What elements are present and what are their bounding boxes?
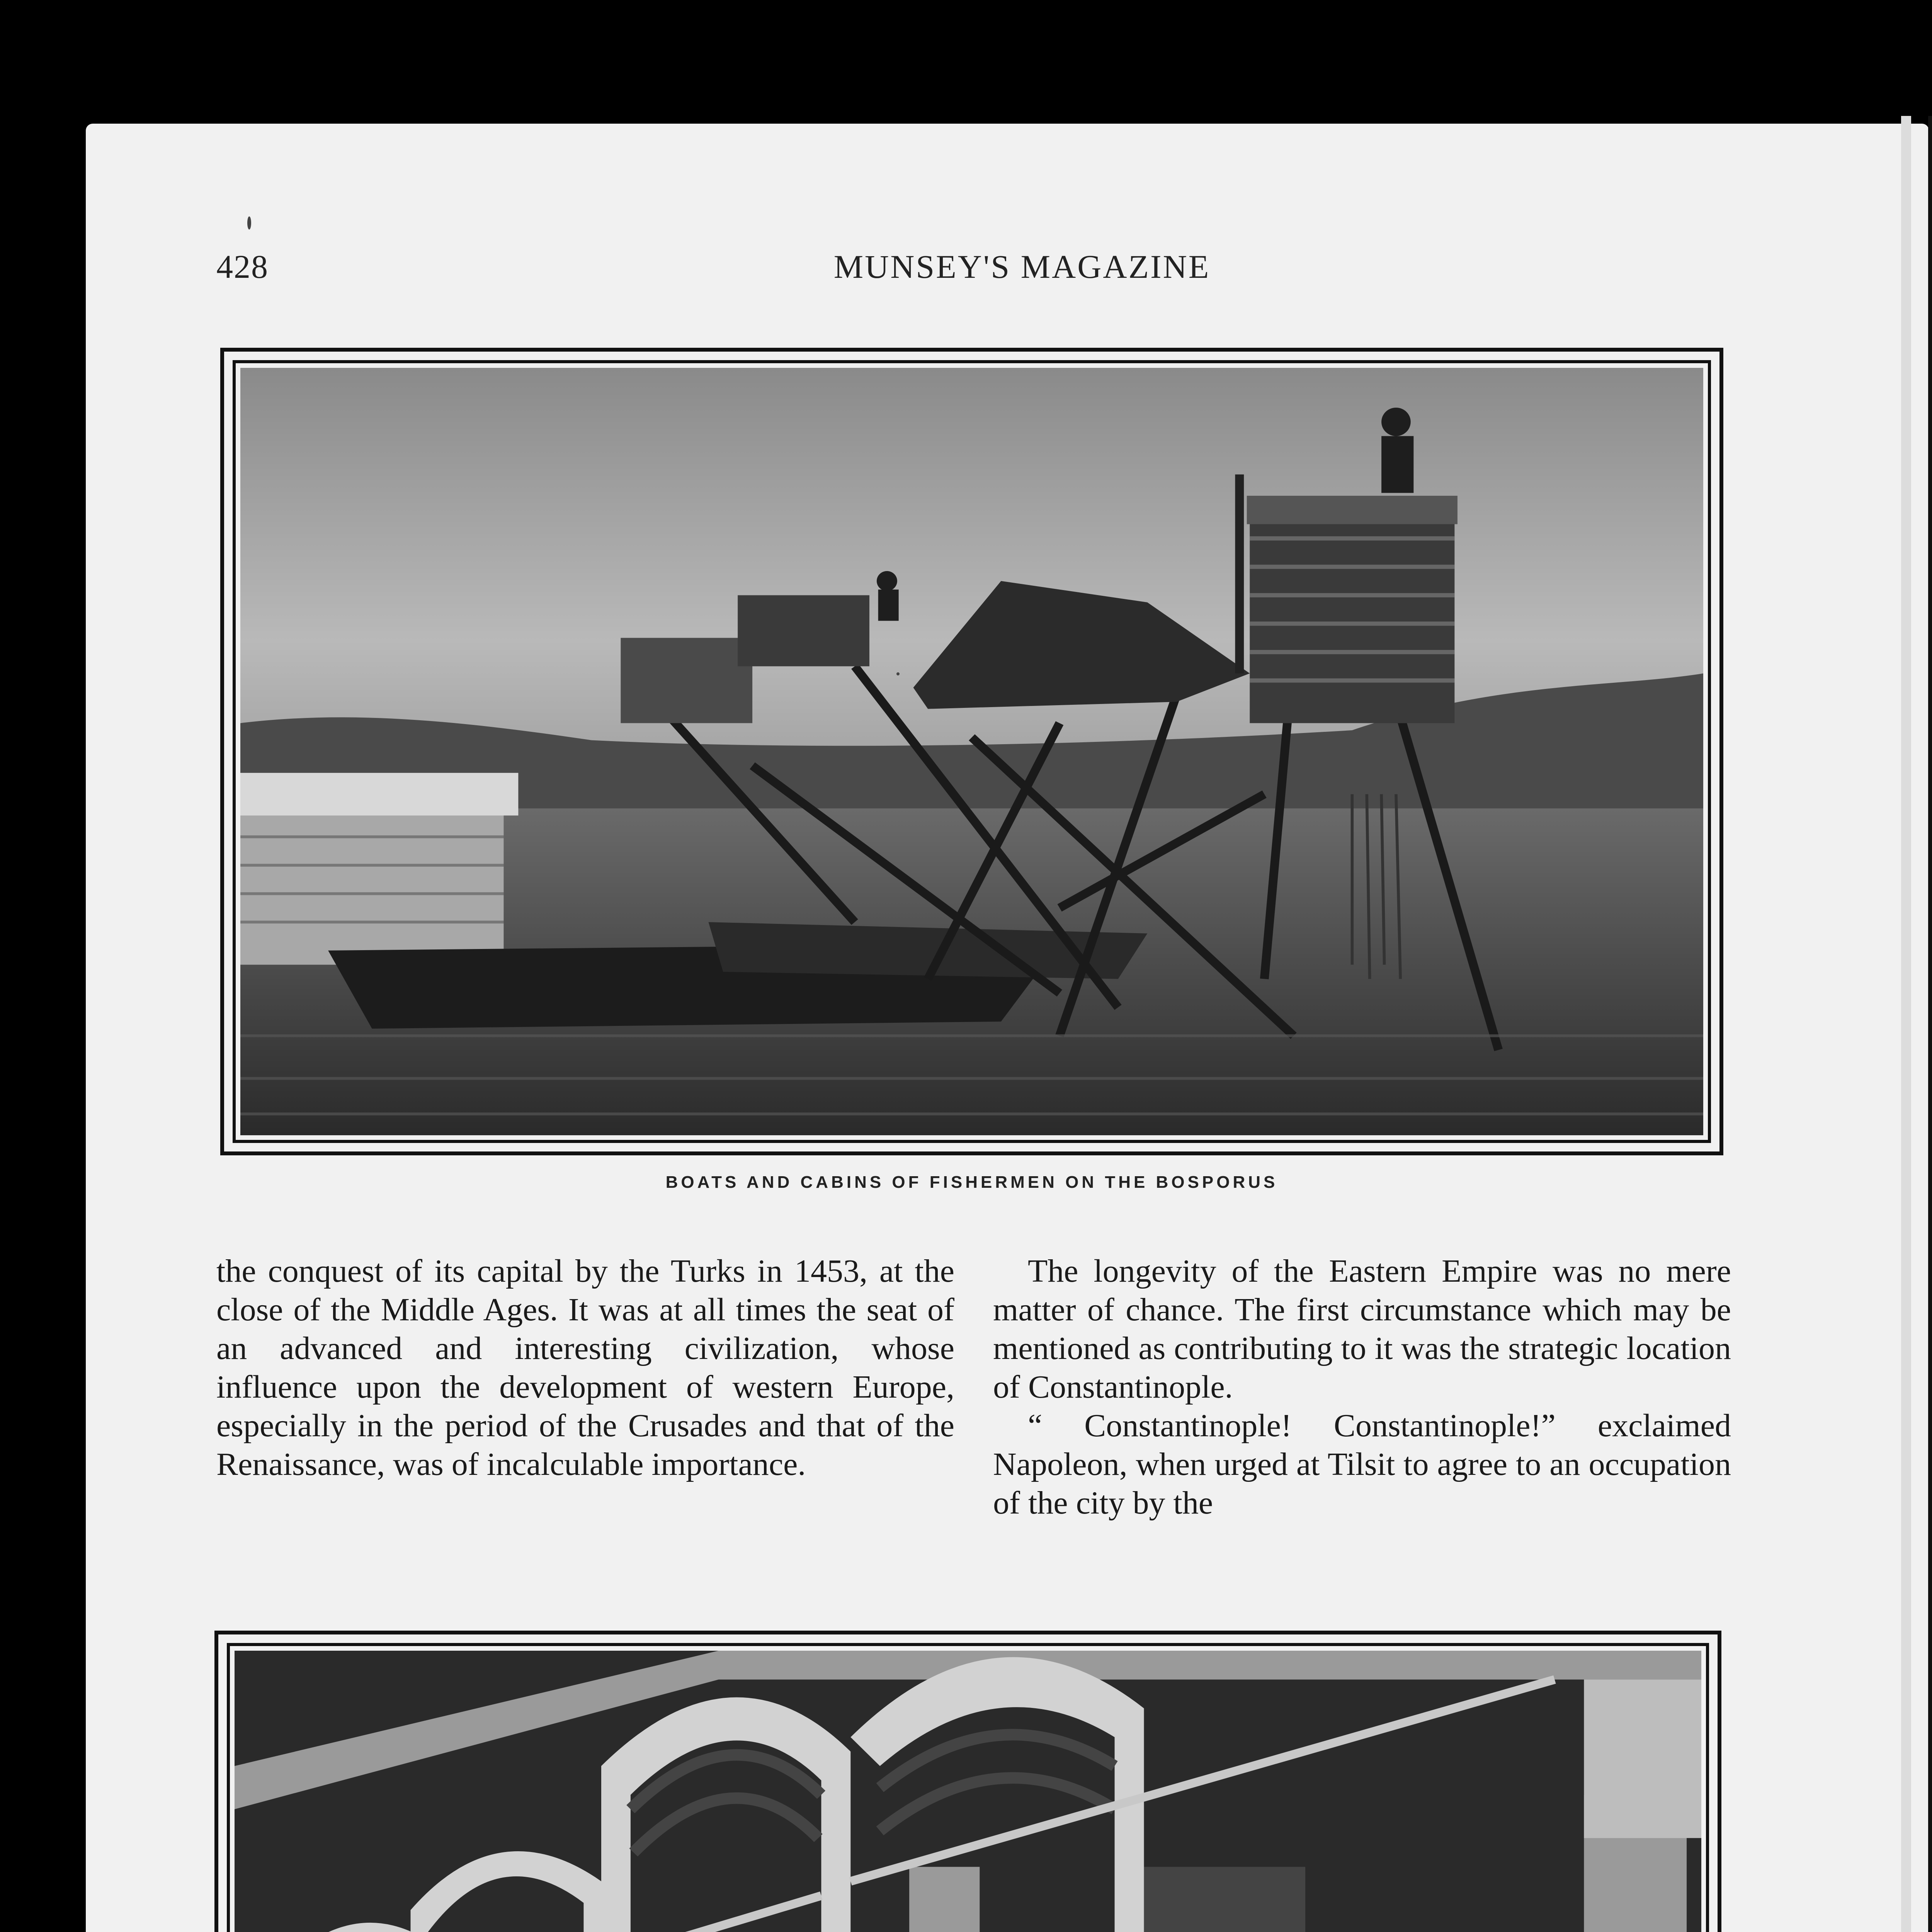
page-header xyxy=(216,247,1828,294)
text-column-right xyxy=(993,1252,1731,1522)
binding-shadow xyxy=(1928,116,1932,1932)
figure-caption-fishermen: BOATS AND CABINS OF FISHERMEN ON THE BOSPORUS xyxy=(665,1173,1278,1192)
page-edge xyxy=(1901,116,1911,1932)
figure-courtyard-frame xyxy=(214,1631,1721,1932)
paragraph: The longevity of the Eastern Empire was no mere matter of chance. The first circumstance which may be mentioned as contributing to it was the strategic location of Constantinople. xyxy=(993,1253,1731,1405)
dust-speck xyxy=(896,672,900,675)
courtyard-photo xyxy=(235,1651,1701,1932)
text-column-left xyxy=(216,1252,954,1484)
page-number: 428 xyxy=(216,248,269,285)
paragraph: “ Constantinople! Constantinople!” exclaimed Napoleon, when urged at Tilsit to agree to an occupation of the city by the xyxy=(993,1408,1731,1521)
figure-fishermen-frame xyxy=(220,348,1723,1155)
paragraph: the conquest of its capital by the Turks in 1453, at the close of the Middle Ages. It was at all times the seat of an advanced and interesting civilization, whose influence upon the development of western Europe, especially in the period of the Crusades and that of the Renaissance, was of incalculable importance. xyxy=(216,1253,954,1482)
fishermen-photo xyxy=(240,368,1703,1135)
dust-speck xyxy=(247,216,251,230)
running-head: MUNSEY'S MAGAZINE xyxy=(833,248,1211,285)
